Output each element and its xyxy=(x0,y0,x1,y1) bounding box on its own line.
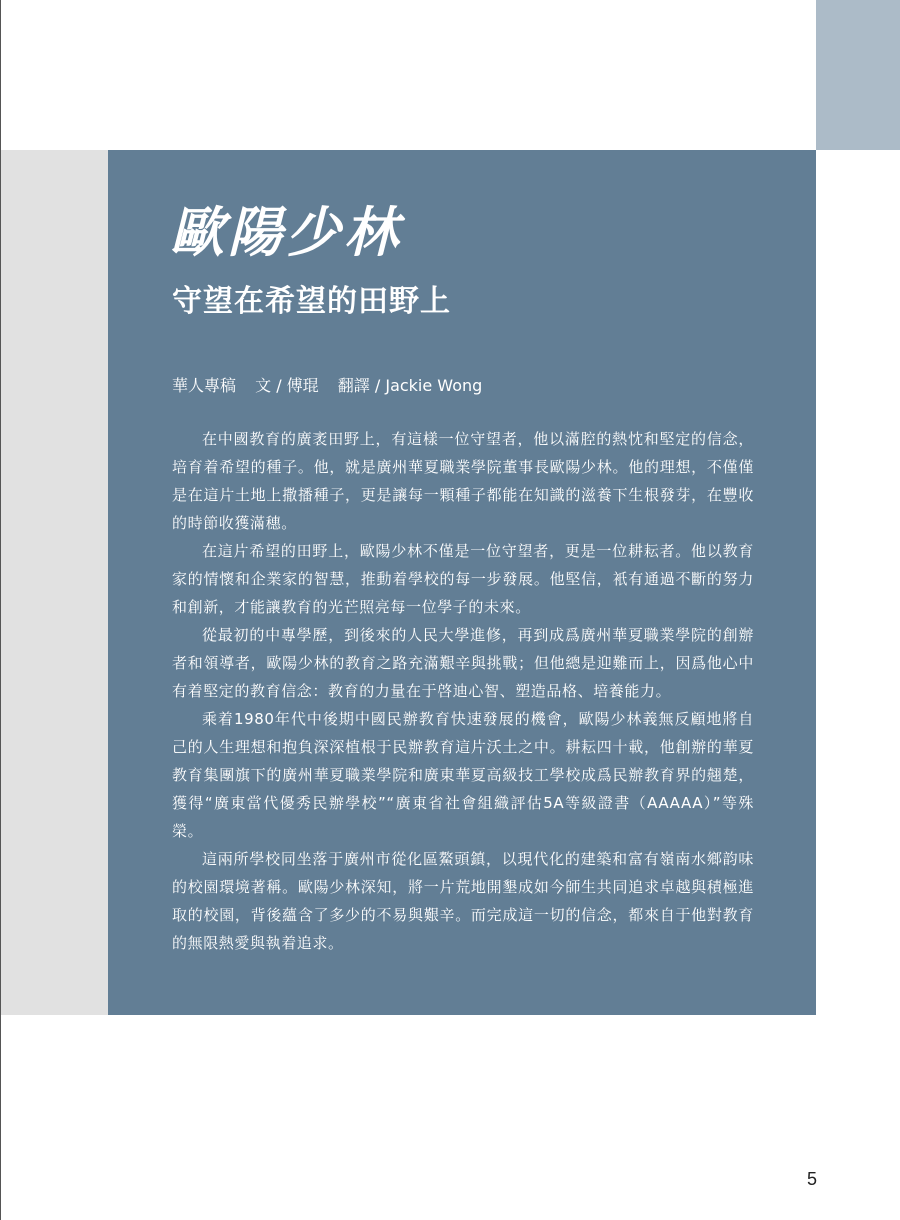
byline-translator: 翻譯 / Jackie Wong xyxy=(337,376,483,395)
body-paragraph: 在中國教育的廣袤田野上，有這樣一位守望者，他以滿腔的熱忱和堅定的信念，培育着希望的種子。他，就是廣州華夏職業學院董事長歐陽少林。他的理想，不僅僅是在這片土地上撒播種子，更是讓每一顆種子都能在知識的滋養下生根發芽，在豐收的時節收獲滿穗。 xyxy=(172,430,754,532)
body-paragraph: 乘着1980年代中後期中國民辦教育快速發展的機會，歐陽少林義無反顧地將自己的人生理想和抱負深深植根于民辦教育這片沃土之中。耕耘四十載，他創辦的華夏教育集團旗下的廣州華夏職業學院和廣東華夏高級技工學校成爲民辦教育界的翹楚，獲得“廣東當代優秀民辦學校”“廣東省社會組織評估5A等級證書（AAAAA）”等殊榮。 xyxy=(172,710,754,840)
page-number: 5 xyxy=(806,1169,817,1189)
body-paragraph: 這兩所學校同坐落于廣州市從化區鰲頭鎮，以現代化的建築和富有嶺南水鄉韵味的校園環境著稱。歐陽少林深知，將一片荒地開墾成如今師生共同追求卓越與積極進取的校園，背後蘊含了多少的不易與艱辛。而完成這一切的信念，都來自于他對教育的無限熱愛與執着追求。 xyxy=(172,850,754,952)
side-gray-band xyxy=(1,150,108,1015)
byline-author: 文 / 傅琨 xyxy=(255,376,319,395)
article-panel xyxy=(108,150,816,1015)
article-body xyxy=(172,425,754,957)
body-paragraph: 在這片希望的田野上，歐陽少林不僅是一位守望者，更是一位耕耘者。他以教育家的情懷和企業家的智慧，推動着學校的每一步發展。他堅信，衹有通過不斷的努力和創新，才能讓教育的光芒照亮每一位學子的未來。 xyxy=(172,542,754,616)
corner-color-block xyxy=(816,0,900,150)
article-subtitle: 守望在希望的田野上 xyxy=(172,284,451,319)
byline xyxy=(172,373,496,399)
article-title: 歐陽少林 xyxy=(170,200,402,264)
body-paragraph: 從最初的中專學歷，到後來的人民大學進修，再到成爲廣州華夏職業學院的創辦者和領導者，歐陽少林的教育之路充滿艱辛與挑戰；但他總是迎難而上，因爲他心中有着堅定的教育信念：教育的力量在于啓迪心智、塑造品格、培養能力。 xyxy=(172,626,754,700)
byline-column: 華人專稿 xyxy=(172,376,237,395)
